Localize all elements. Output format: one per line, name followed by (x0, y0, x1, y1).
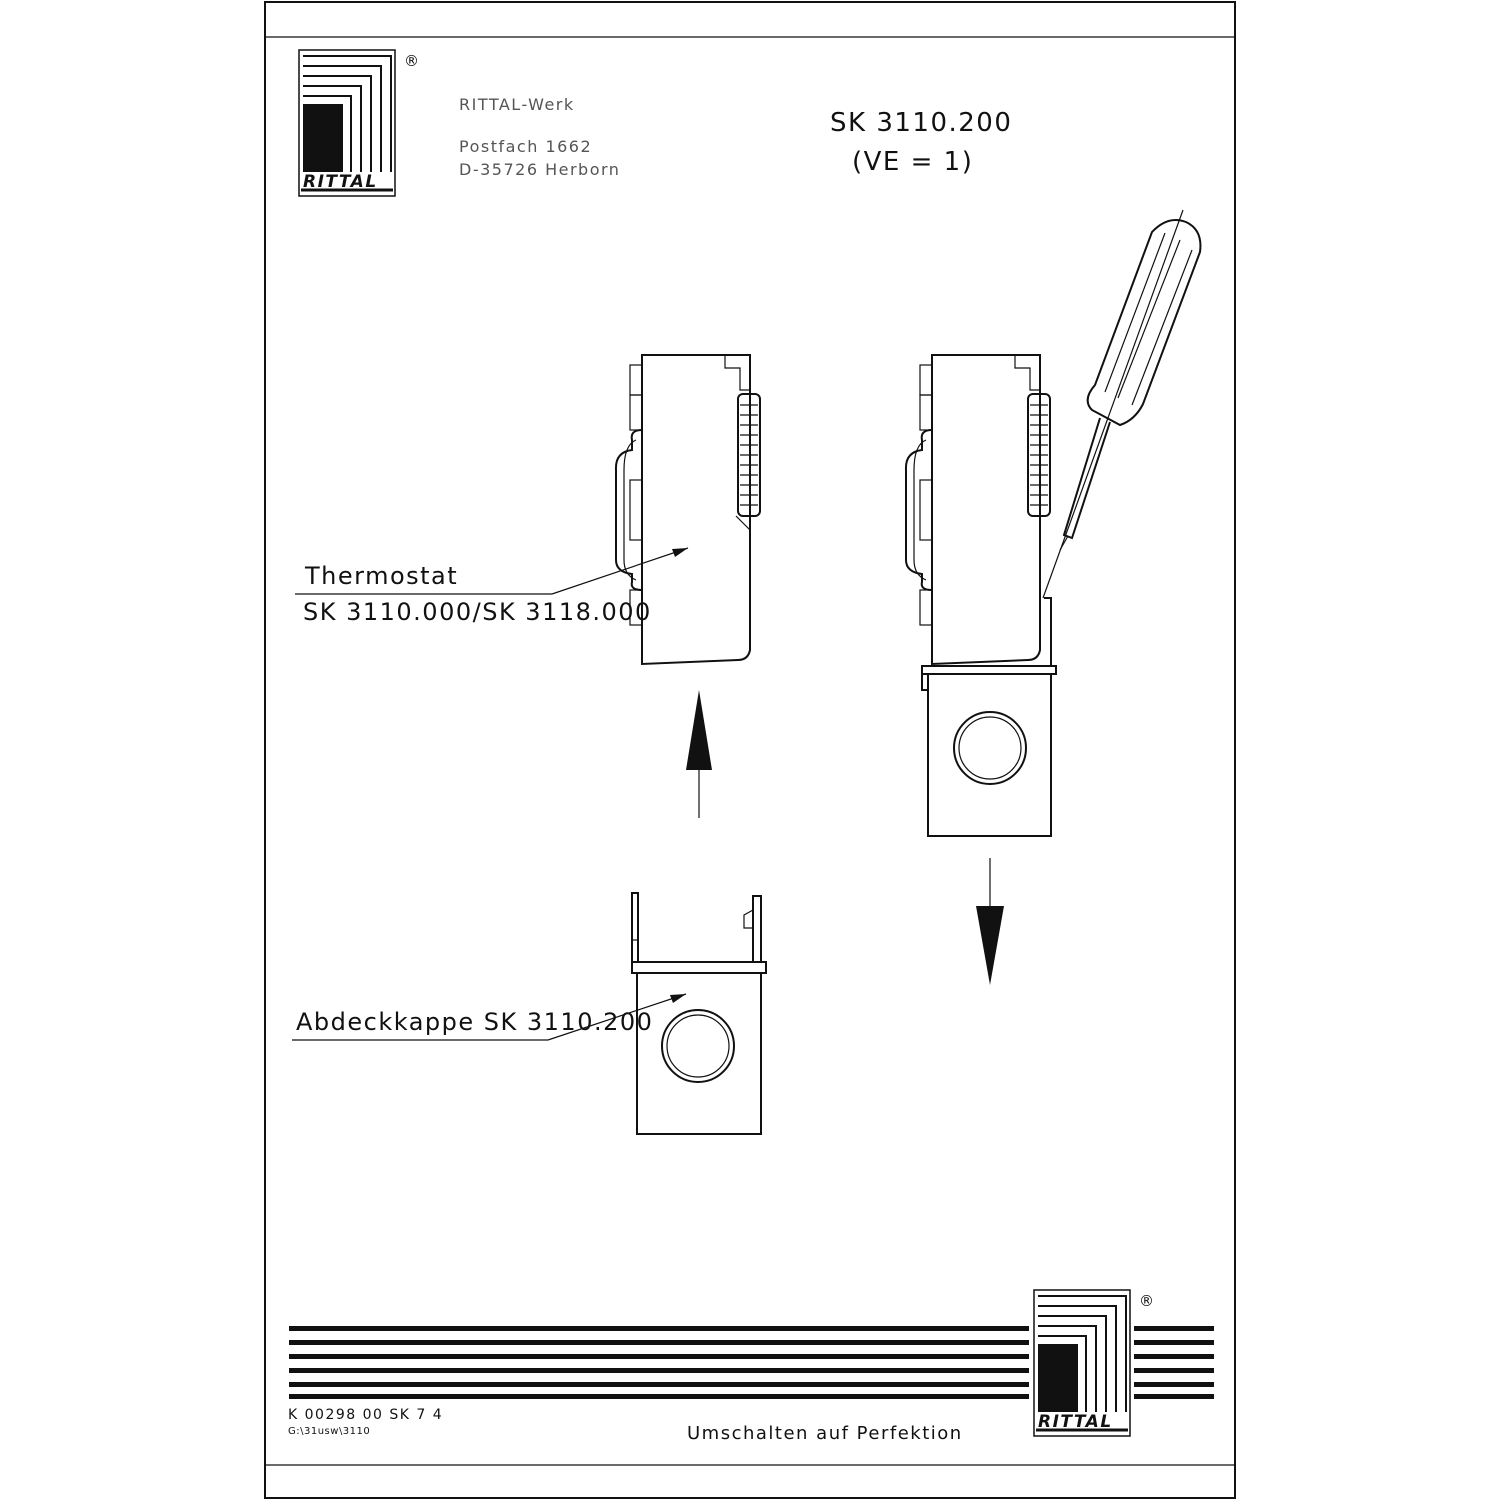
file-path: G:\31usw\3110 (288, 1426, 371, 1437)
svg-text:Thermostat: Thermostat (305, 562, 459, 590)
cover-cap-label (292, 994, 686, 1040)
company-name: RITTAL-Werk (459, 95, 575, 114)
svg-text:SK 3110.000/SK 3118.000: SK 3110.000/SK 3118.000 (303, 598, 652, 626)
rittal-logo-icon (299, 50, 395, 196)
document-number: K 00298 00 SK 7 4 (288, 1407, 444, 1423)
svg-text:Abdeckkappe SK 3110.200: Abdeckkappe SK 3110.200 (296, 1008, 654, 1036)
thermostat-with-cap-drawing (906, 355, 1056, 836)
thermostat-label (295, 548, 688, 626)
svg-text:RITTAL: RITTAL (1038, 1412, 1113, 1432)
sheet-border (265, 2, 1235, 1498)
slogan: Umschalten auf Perfektion (687, 1423, 963, 1444)
part-number: SK 3110.200 (830, 108, 1013, 138)
svg-text:RITTAL: RITTAL (303, 172, 378, 192)
address-line2: D-35726 Herborn (459, 160, 621, 179)
registered-mark-bottom: ® (1139, 1292, 1156, 1310)
address-line1: Postfach 1662 (459, 137, 593, 156)
packaging-unit: (VE = 1) (852, 147, 974, 177)
screwdriver-icon (1043, 210, 1200, 598)
registered-mark: ® (404, 52, 421, 70)
arrow-up-icon (686, 690, 712, 818)
rittal-logo-bottom-icon (1034, 1290, 1130, 1436)
arrow-down-icon (976, 858, 1004, 985)
